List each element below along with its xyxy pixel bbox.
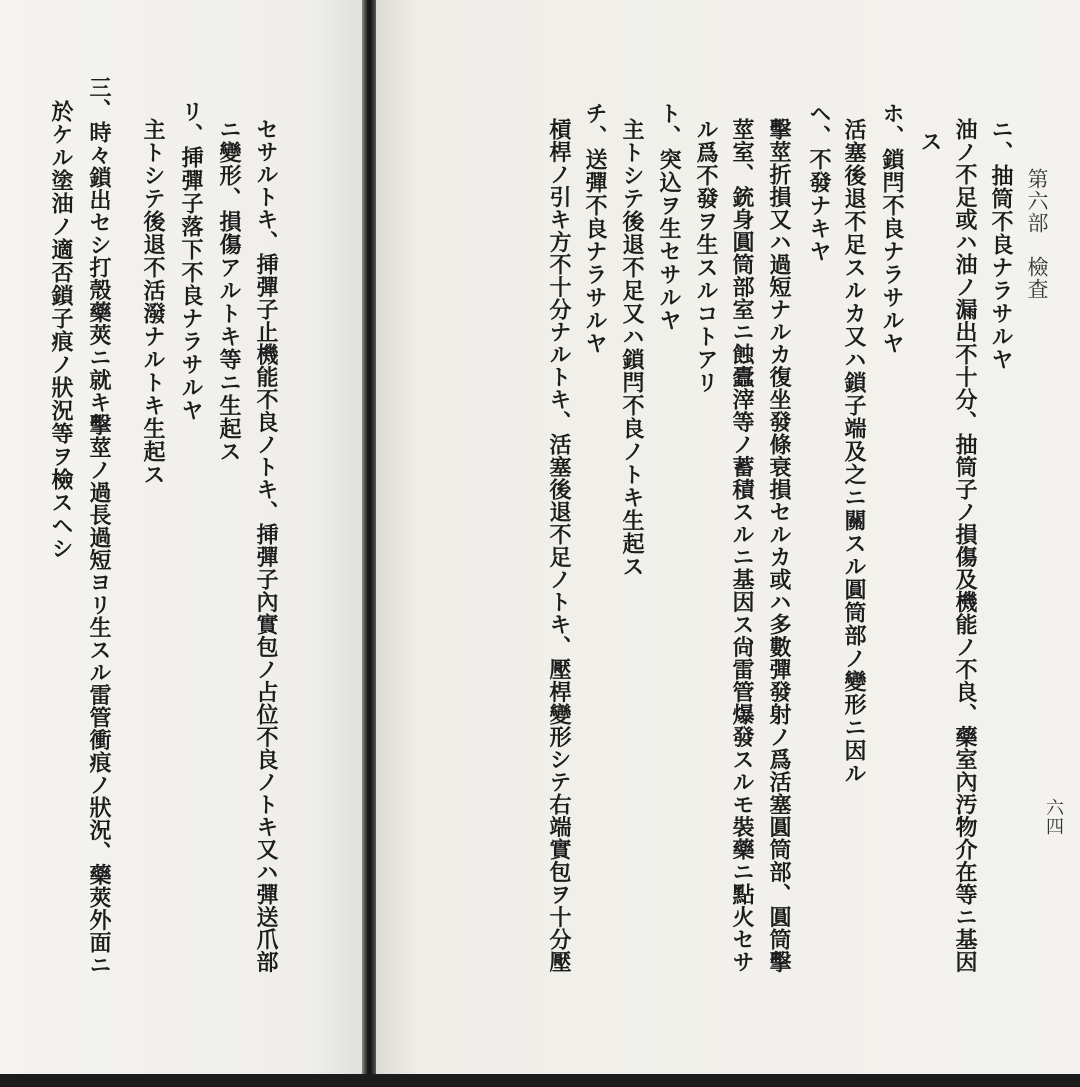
right-page (376, 0, 1080, 1087)
text-line: 於ケル塗油ノ適否鎖子痕ノ狀況等ヲ檢スヘシ (48, 100, 74, 560)
text-line: ヘ、不發ナキヤ (806, 102, 832, 263)
text-line: 活塞後退不足スルカ又ハ鎖子端及之ニ關スル圓筒部ノ變形ニ因ル (841, 118, 867, 785)
text-line: 油ノ不足或ハ油ノ漏出不十分、抽筒子ノ損傷及機能ノ不良、藥室內汚物介在等ニ基因 (952, 118, 978, 973)
scan-bottom-edge (0, 1074, 1080, 1087)
text-line: チ、送彈不良ナラサルヤ (582, 102, 608, 355)
text-line: 莖室、銃身圓筒部室ニ蝕蠹滓等ノ蓄積スルニ基因ス尙雷管爆發スルモ裝藥ニ點火セサ (729, 118, 755, 973)
text-line: 槓桿ノ引キ方不十分ナルトキ、活塞後退不足ノトキ、壓桿變形シテ右端實包ヲ十分壓 (546, 118, 572, 973)
text-line: ト、突込ヲ生セサルヤ (656, 102, 682, 332)
left-page (0, 0, 362, 1087)
text-line: セサルトキ、挿彈子止機能不良ノトキ、挿彈子內實包ノ占位不良ノトキ又ハ彈送爪部 (253, 118, 279, 973)
text-line: リ、挿彈子落下不良ナラサルヤ (178, 100, 204, 422)
page-header-title: 第六部 檢査 (1025, 168, 1049, 300)
text-line: ニ、抽筒不良ナラサルヤ (988, 118, 1014, 371)
text-line: 三、時々鎖出セシ打殼藥莢ニ就キ擊莖ノ過長過短ヨリ生スル雷管衝痕ノ狀況、藥莢外面ニ (86, 76, 112, 976)
text-line: ニ變形、損傷アルトキ等ニ生起ス (216, 118, 242, 463)
page-number: 六四 (1043, 798, 1064, 836)
text-line: 主トシテ後退不活潑ナルトキ生起ス (140, 118, 166, 486)
text-line: ホ、鎖閂不良ナラサルヤ (879, 102, 905, 355)
text-line: ス (917, 130, 943, 153)
text-line: ル爲不發ヲ生スルコトアリ (693, 118, 719, 394)
text-line: 主トシテ後退不足又ハ鎖閂不良ノトキ生起ス (619, 118, 645, 578)
book-spine (362, 0, 376, 1087)
text-line: 擊莖折損又ハ過短ナルカ復坐發條衰損セルカ或ハ多數彈發射ノ爲活塞圓筒部、圓筒擊 (766, 118, 792, 973)
